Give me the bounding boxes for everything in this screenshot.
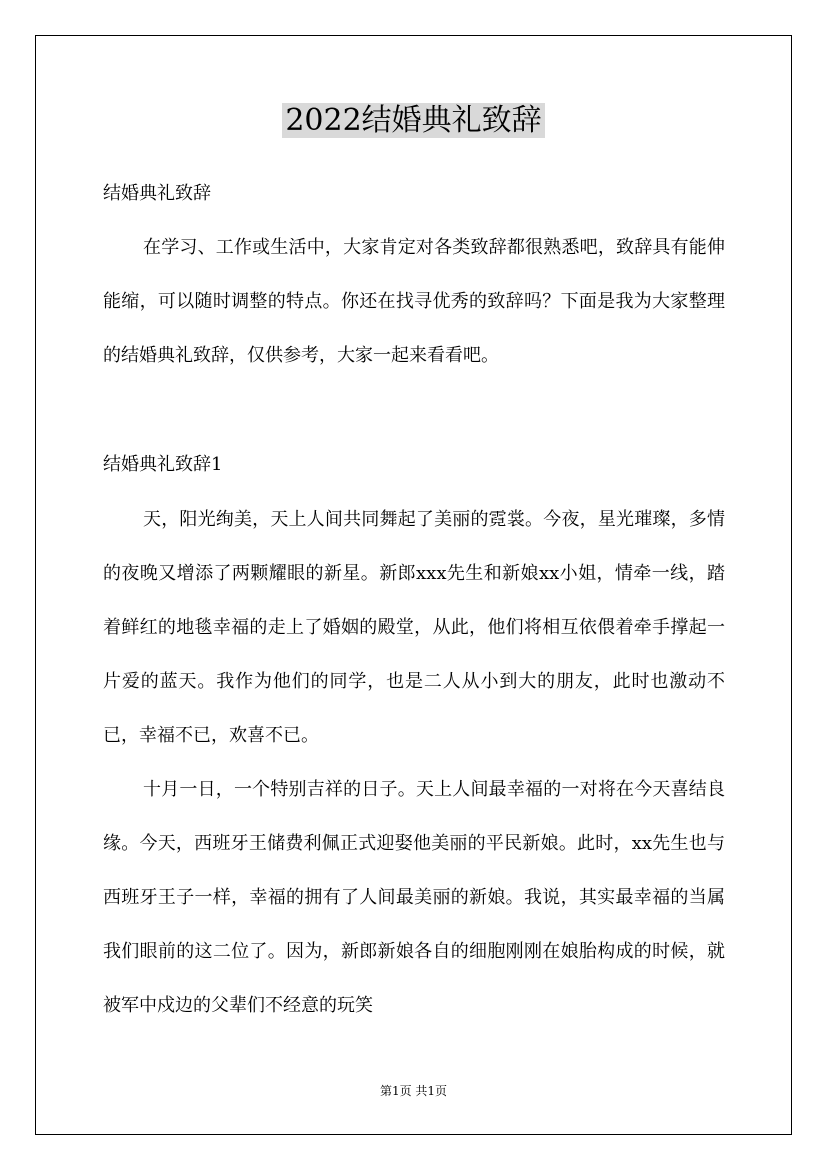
page-number-label: 第1页 共1页 [379, 1084, 448, 1098]
section1-paragraph2: 十月一日，一个特别吉祥的日子。天上人间最幸福的一对将在今天喜结良缘。今天，西班牙王储费利佩正式迎娶他美丽的平民新娘。此时，xx先生也与西班牙王子一样，幸福的拥有了人间最美丽的新娘。我说，其实最幸福的当属我们眼前的这二位了。因为，新郎新娘各自的细胞刚刚在娘胎构成的时候，就被军中戍边的父辈们不经意的玩笑 [103, 779, 725, 1016]
section1-paragraph1-block [103, 493, 725, 763]
document-title [0, 100, 827, 142]
section1-paragraph1: 天，阳光绚美，天上人间共同舞起了美丽的霓裳。今夜，星光璀璨，多情的夜晚又增添了两颗耀眼的新星。新郎xxx先生和新娘xx小姐，情牵一线，踏着鲜红的地毯幸福的走上了婚姻的殿堂，从此，他们将相互依偎着牵手撑起一片爱的蓝天。我作为他们的同学，也是二人从小到大的朋友，此时也激动不已，幸福不已，欢喜不已。 [103, 509, 725, 746]
intro-paragraph-block [103, 221, 725, 383]
intro-heading: 结婚典礼致辞 [103, 183, 211, 204]
page-footer [0, 1082, 827, 1100]
section1-paragraph2-block [103, 763, 725, 1033]
section1-heading: 结婚典礼致辞1 [103, 454, 223, 475]
document-title-text: 2022结婚典礼致辞 [282, 103, 544, 138]
intro-paragraph: 在学习、工作或生活中，大家肯定对各类致辞都很熟悉吧，致辞具有能伸能缩，可以随时调整的特点。你还在找寻优秀的致辞吗？下面是我为大家整理的结婚典礼致辞，仅供参考，大家一起来看看吧。 [103, 237, 725, 366]
